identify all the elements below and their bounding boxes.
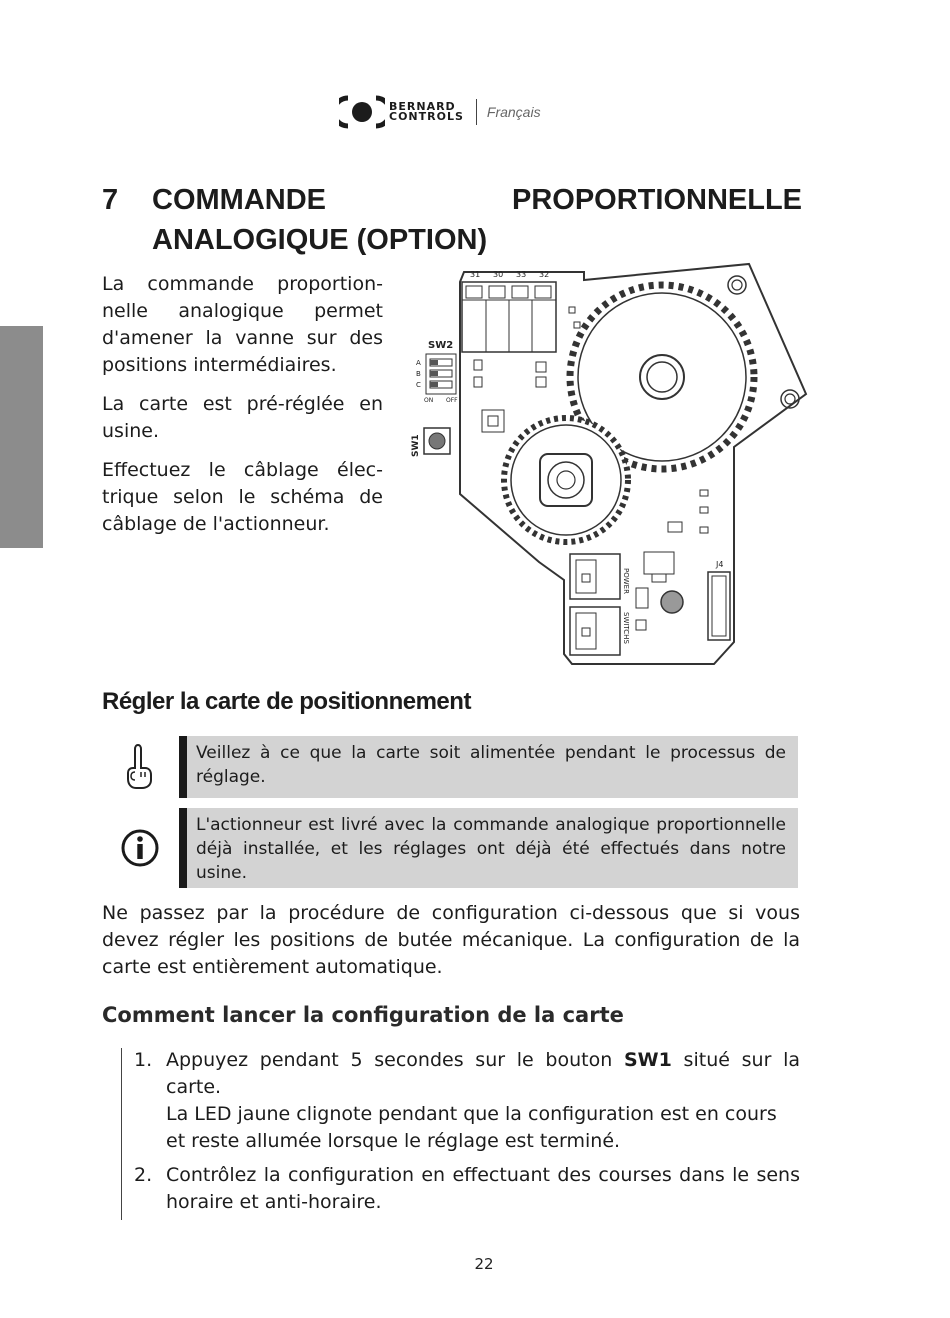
step-number: 1. bbox=[134, 1049, 153, 1071]
steps-list bbox=[134, 1047, 800, 1223]
header-divider bbox=[476, 99, 477, 125]
page-header bbox=[339, 94, 541, 130]
dip-off-label: OFF bbox=[446, 397, 458, 404]
info-icon bbox=[120, 828, 160, 868]
j4-label: J4 bbox=[716, 560, 724, 569]
dip-label: B bbox=[416, 370, 421, 378]
section-heading bbox=[102, 180, 802, 260]
intro-paragraph: La commande proportionnelle analogique permet d'amener la vanne sur des positions intermédiaires. bbox=[102, 273, 383, 376]
list-item bbox=[134, 1047, 800, 1155]
section-title: COMMANDE PROPORTIONNELLE ANALOGIQUE (OPTION) bbox=[152, 184, 802, 256]
terminal-label: 32 bbox=[539, 270, 550, 279]
intro-paragraph: La carte est pré-réglée en usine. bbox=[102, 393, 383, 442]
step-text: Contrôlez la configuration en effectuant des courses dans le sens horaire et anti-horaire. bbox=[166, 1164, 800, 1213]
body-paragraph: Ne passez par la procédure de configuration ci-dessous que si vous devez régler les positions de butée mécanique. La configuration de la carte est entièrement automatique. bbox=[102, 902, 800, 978]
terminal-label: 30 bbox=[493, 270, 504, 279]
note-box: Veillez à ce que la carte soit alimentée pendant le processus de réglage. bbox=[179, 736, 798, 798]
power-label: POWER bbox=[622, 568, 630, 594]
switchs-label: SWITCHS bbox=[622, 612, 630, 644]
logo-icon bbox=[339, 95, 385, 129]
language-label: Français bbox=[486, 104, 541, 120]
logo-line2: CONTROLS bbox=[389, 110, 464, 123]
steps-margin-bar bbox=[121, 1048, 122, 1220]
intro-text bbox=[102, 271, 383, 550]
terminal-label: 31 bbox=[470, 270, 481, 279]
page-number: 22 bbox=[474, 1255, 494, 1273]
section-number: 7 bbox=[102, 184, 119, 216]
side-tab bbox=[0, 326, 43, 548]
terminal-label: 33 bbox=[516, 270, 527, 279]
step-number: 2. bbox=[134, 1164, 153, 1186]
logo-line1: BERNARD bbox=[389, 100, 456, 113]
intro-paragraph: Effectuez le câblage électrique selon le schéma de câblage de l'actionneur. bbox=[102, 459, 383, 535]
procedure-title: Comment lancer la configuration de la carte bbox=[102, 1003, 624, 1027]
step-text: Appuyez pendant 5 secondes sur le bouton SW1 situé sur la carte. bbox=[166, 1049, 800, 1098]
pointing-hand-icon bbox=[124, 742, 154, 790]
sw2-label: SW2 bbox=[428, 340, 454, 351]
step-detail: La LED jaune clignote pendant que la configuration est en cours et reste allumée lorsque le réglage est terminé. bbox=[166, 1103, 777, 1152]
logo-wordmark bbox=[389, 102, 464, 122]
subsection-title: Régler la carte de positionnement bbox=[102, 688, 471, 715]
sw1-label: SW1 bbox=[411, 434, 421, 457]
note-box: L'actionneur est livré avec la commande analogique proportionnelle déjà installée, et les réglages ont déjà été effectués dans notre usine. bbox=[179, 808, 798, 888]
sw1-reference: SW1 bbox=[623, 1049, 672, 1071]
list-item bbox=[134, 1162, 800, 1216]
dip-label: A bbox=[416, 359, 421, 367]
dip-label: C bbox=[416, 381, 421, 389]
small-gear bbox=[504, 418, 628, 542]
dip-on-label: ON bbox=[424, 397, 434, 404]
circuit-board-illustration bbox=[404, 262, 816, 674]
